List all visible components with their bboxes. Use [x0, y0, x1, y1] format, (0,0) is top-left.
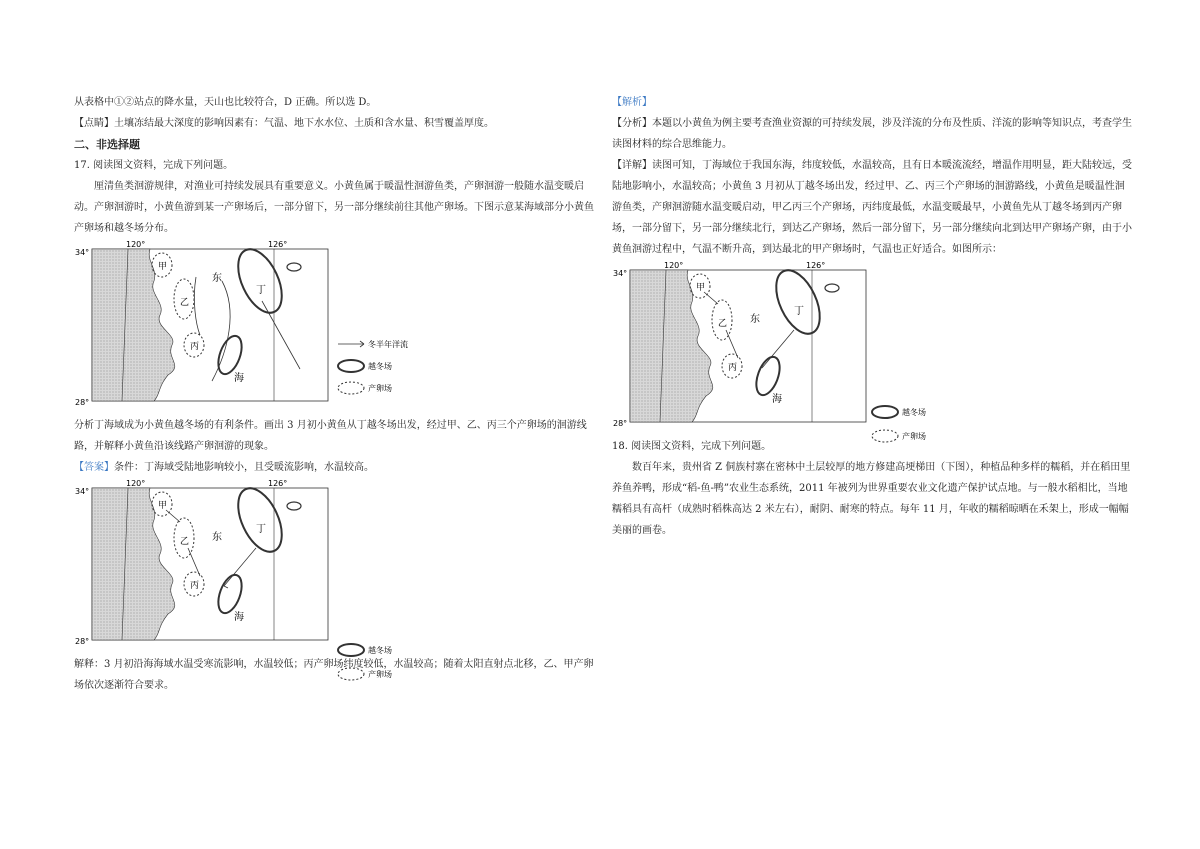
- q18-text: 数百年来，贵州省 Z 侗族村寨在密林中土层较厚的地方修建高埂梯田（下图），种植品种多样的糯稻，并在稻田里养鱼养鸭，形成“稻-鱼-鸭”农业生态系统，2011 年被列为世界重要农业文化遗产保护试点地。与一般水稻相比，当地糯稻具有高杆（成熟时稻株高达 2 米左右），耐阴、耐寒的特点。每年 11 月，年收的糯稻晾晒在禾架上，形成一幅幅美丽的画卷。: [612, 462, 1131, 536]
- lat-label-28: 28°: [75, 398, 90, 407]
- lon-label-126: 126°: [268, 240, 288, 249]
- legend-spawn-label: 产卵场: [368, 384, 392, 393]
- q17-question: 分析丁海域成为小黄鱼越冬场的有利条件。画出 3 月初小黄鱼从丁越冬场出发，经过甲、乙、丙三个产卵场的洄游线路，并解释小黄鱼沿该线路产卵洄游的现象。: [74, 420, 587, 452]
- legend-figure-2: [336, 640, 446, 690]
- label-jia: 甲: [158, 501, 168, 511]
- lat-label-34: 34°: [75, 487, 90, 496]
- legend-winter-label: 越冬场: [368, 646, 392, 655]
- text-p1: 从表格中①②站点的降水量，天山也比较符合，D 正确。所以选 D。: [74, 97, 377, 108]
- q18-intro: 18. 阅读图文资料，完成下列问题。: [612, 441, 772, 452]
- section-title: 二、非选择题: [74, 138, 140, 151]
- legend-figure-3: [870, 402, 980, 452]
- map-figure-3: [613, 261, 876, 432]
- legend-spawn-label: 产卵场: [368, 670, 392, 679]
- legend-spawn-symbol: [872, 430, 898, 442]
- explain-text: 解释：3 月初沿海海域水温受寒流影响，水温较低；丙产卵场纬度较低，水温较高；随着太阳直射点北移，乙、甲产卵场依次逐渐符合要求。: [74, 659, 594, 691]
- label-jia: 甲: [696, 283, 706, 293]
- q17-intro: 17. 阅读图文资料，完成下列问题。: [74, 160, 234, 171]
- legend-spawn-symbol: [338, 668, 364, 680]
- label-yi: 乙: [180, 537, 190, 547]
- legend-winter-label: 越冬场: [902, 408, 926, 417]
- fenxi-text: 【分析】本题以小黄鱼为例主要考查渔业资源的可持续发展，涉及洋流的分布及性质、洋流的影响等知识点，考查学生读图材料的综合思维能力。: [612, 118, 1132, 150]
- label-ding: 丁: [794, 306, 804, 317]
- lon-label-120: 120°: [664, 261, 684, 270]
- q17-text: 厘清鱼类洄游规律，对渔业可持续发展具有重要意义。小黄鱼属于暖温性洄游鱼类，产卵洄游一般随水温变暖启动。产卵洄游时，小黄鱼游到某一产卵场后，一部分留下，另一部分继续前往其他产卵场。下图示意某海域部分小黄鱼产卵场和越冬场分布。: [74, 181, 594, 234]
- lon-label-126: 126°: [268, 479, 288, 488]
- answer-text: 条件：丁海域受陆地影响较小，且受暖流影响，水温较高。: [114, 462, 374, 473]
- legend-winter-label: 越冬场: [368, 362, 392, 371]
- lat-label-28: 28°: [75, 637, 90, 646]
- label-ding: 丁: [256, 524, 266, 535]
- legend-spawn-label: 产卵场: [902, 432, 926, 441]
- legend-figure-1: [336, 336, 446, 406]
- label-hai: 海: [234, 612, 244, 623]
- lon-label-120: 120°: [126, 479, 146, 488]
- left-column: [74, 92, 594, 696]
- legend-winter-symbol: [872, 406, 898, 418]
- legend-spawn-symbol: [338, 382, 364, 394]
- label-yi: 乙: [180, 298, 190, 308]
- label-jia: 甲: [158, 262, 168, 272]
- jiexi-tag: 【解析】: [612, 97, 652, 108]
- legend-current-label: 冬半年洋流: [368, 340, 408, 349]
- legend-winter-symbol: [338, 360, 364, 372]
- lat-label-34: 34°: [613, 269, 628, 278]
- text-dianjing: 【点睛】土壤冻结最大深度的影响因素有：气温、地下水水位、土质和含水量、积雪覆盖厚度。: [74, 118, 494, 129]
- label-ding: 丁: [256, 285, 266, 296]
- label-yi: 乙: [718, 319, 728, 329]
- label-hai: 海: [772, 394, 782, 405]
- lon-label-126: 126°: [806, 261, 826, 270]
- lat-label-28: 28°: [613, 419, 628, 428]
- label-hai: 海: [234, 373, 244, 384]
- xiangjie-text: 【详解】读图可知，丁海域位于我国东海，纬度较低，水温较高，且有日本暖流流经，增温作用明显，距大陆较远，受陆地影响小，水温较高；小黄鱼 3 月初从丁越冬场出发，经过甲、乙、丙三个产卵场的洄游路线，小黄鱼是暖温性洄游鱼类，产卵洄游随水温变暖启动，甲乙丙三个产卵场，丙纬度最低，水温变暖最早，小黄鱼先从丁越冬场到丙产卵场，一部分留下，另一部分继续北行，到达乙产卵场，然后一部分留下，另一部分继续向北到达甲产卵场产卵，由于小黄鱼洄游过程中，气温不断升高，到达最北的甲产卵场时，气温也正好适合。如图所示：: [612, 160, 1132, 255]
- lon-label-120: 120°: [126, 240, 146, 249]
- answer-tag: 【答案】: [74, 462, 114, 473]
- label-bing: 丙: [190, 581, 200, 591]
- label-dong: 东: [212, 532, 222, 543]
- label-dong: 东: [212, 273, 222, 284]
- label-bing: 丙: [190, 342, 200, 352]
- map-figure-1: [75, 240, 338, 411]
- legend-winter-symbol: [338, 644, 364, 656]
- right-column: [612, 92, 1134, 541]
- label-dong: 东: [750, 314, 760, 325]
- label-bing: 丙: [728, 363, 738, 373]
- map-figure-2: [75, 479, 338, 650]
- lat-label-34: 34°: [75, 248, 90, 257]
